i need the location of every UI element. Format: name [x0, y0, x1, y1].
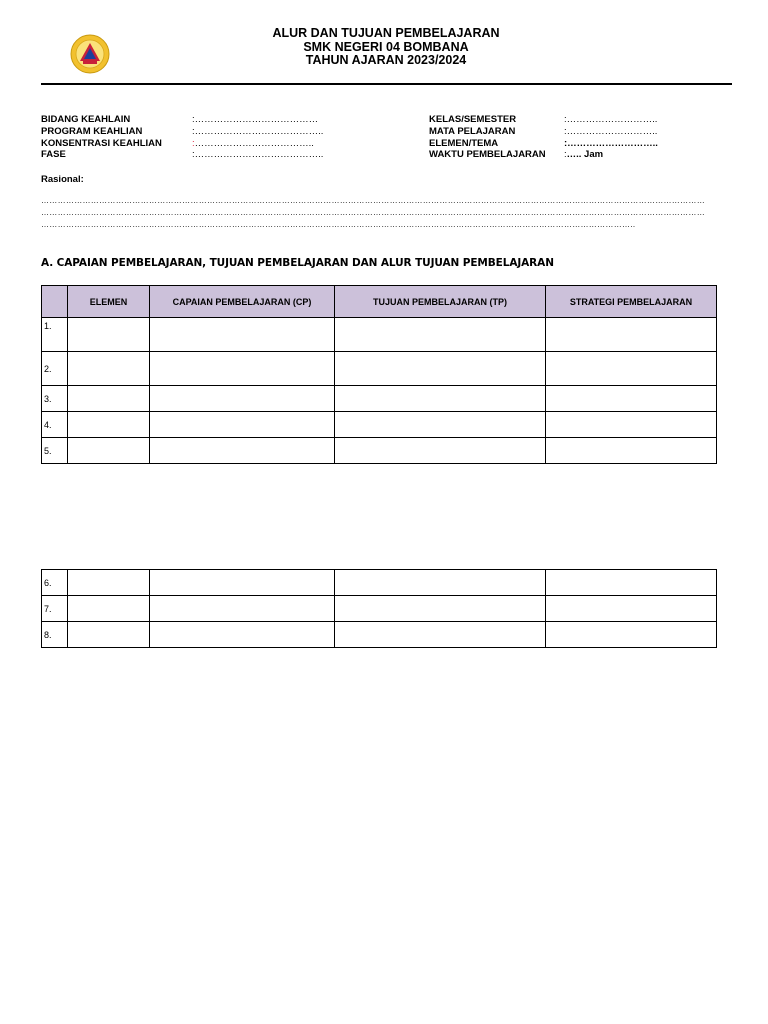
- meta-row-fase: [41, 149, 323, 161]
- meta-left-block: [41, 114, 323, 161]
- title-line-1: ALUR DAN TUJUAN PEMBELAJARAN: [272, 26, 500, 40]
- cell-cp[interactable]: [150, 596, 335, 622]
- meta-value: …………………………………..: [194, 125, 324, 137]
- meta-colon: :: [564, 125, 567, 137]
- cell-tp[interactable]: [335, 318, 546, 352]
- meta-colon: :: [564, 149, 567, 161]
- meta-label: FASE: [41, 149, 66, 161]
- meta-label: ELEMEN/TEMA: [429, 137, 499, 149]
- cell-strategi[interactable]: [546, 386, 717, 412]
- cell-elemen[interactable]: [68, 596, 150, 622]
- meta-row-waktu: [429, 149, 658, 161]
- table-row: [42, 570, 717, 596]
- table-row: [42, 318, 717, 352]
- rasional-line: ……………………………………………………………………………………………………………………………………………………………………………………………..: [41, 220, 636, 229]
- table-row: [42, 386, 717, 412]
- meta-value: ………………………………..: [194, 137, 314, 149]
- meta-value: ………………………..: [567, 137, 658, 149]
- meta-row-bidang: [41, 114, 323, 126]
- meta-row-mapel: [429, 126, 658, 138]
- meta-colon: :: [564, 114, 567, 125]
- table-row: [42, 438, 717, 464]
- meta-row-konsentrasi: [41, 138, 323, 150]
- meta-colon: :: [192, 137, 195, 149]
- meta-label: KELAS/SEMESTER: [429, 114, 517, 125]
- cell-elemen[interactable]: [68, 386, 150, 412]
- cell-strategi[interactable]: [546, 412, 717, 438]
- meta-colon: :: [564, 137, 568, 149]
- row-number: 2.: [42, 352, 68, 386]
- cell-tp[interactable]: [335, 570, 546, 596]
- meta-colon: :: [192, 149, 195, 161]
- rasional-line: ……………………………………………………………………………………………………………………………………………………………………………………………………………………: [41, 196, 705, 205]
- header-cell-no: [42, 286, 68, 318]
- table-row: [42, 352, 717, 386]
- meta-colon: :: [192, 114, 195, 125]
- cp-tp-table-part1: [41, 285, 717, 464]
- rasional-label: Rasional:: [41, 174, 84, 185]
- meta-value: …………………………………..: [194, 149, 324, 161]
- table-row: [42, 596, 717, 622]
- cell-strategi[interactable]: [546, 622, 717, 648]
- title-line-2: SMK NEGERI 04 BOMBANA: [303, 39, 469, 54]
- title-line-3: TAHUN AJARAN 2023/2024: [305, 53, 467, 67]
- cell-elemen[interactable]: [68, 352, 150, 386]
- cell-elemen[interactable]: [68, 412, 150, 438]
- meta-colon: :: [192, 125, 195, 137]
- row-number: 8.: [42, 622, 68, 648]
- cell-strategi[interactable]: [546, 352, 717, 386]
- cell-cp[interactable]: [150, 318, 335, 352]
- cell-tp[interactable]: [335, 386, 546, 412]
- row-number: 4.: [42, 412, 68, 438]
- cell-strategi[interactable]: [546, 570, 717, 596]
- cell-strategi[interactable]: [546, 318, 717, 352]
- cell-strategi[interactable]: [546, 438, 717, 464]
- table-row: [42, 412, 717, 438]
- meta-row-kelas: [429, 114, 658, 126]
- header-cell-cp: CAPAIAN PEMBELAJARAN (CP): [150, 286, 335, 318]
- cp-tp-table-part2: [41, 569, 717, 648]
- row-number: 5.: [42, 438, 68, 464]
- meta-label: WAKTU PEMBELAJARAN: [429, 149, 546, 161]
- meta-label: PROGRAM KEAHLIAN: [41, 125, 143, 137]
- row-number: 1.: [42, 318, 68, 352]
- cell-elemen[interactable]: [68, 622, 150, 648]
- meta-value: ….. Jam: [566, 149, 604, 161]
- cell-tp[interactable]: [335, 596, 546, 622]
- cell-tp[interactable]: [335, 352, 546, 386]
- header-cell-strategi: STRATEGI PEMBELAJARAN: [546, 286, 717, 318]
- rasional-line: ……………………………………………………………………………………………………………………………………………………………………………………………………………………: [41, 208, 705, 217]
- row-number: 7.: [42, 596, 68, 622]
- meta-value: ………………………..: [566, 114, 658, 125]
- cell-elemen[interactable]: [68, 570, 150, 596]
- cell-cp[interactable]: [150, 412, 335, 438]
- school-emblem-icon: [70, 34, 110, 74]
- cell-cp[interactable]: [150, 622, 335, 648]
- cell-tp[interactable]: [335, 622, 546, 648]
- cell-cp[interactable]: [150, 352, 335, 386]
- section-a-title: A. CAPAIAN PEMBELAJARAN, TUJUAN PEMBELAJARAN DAN ALUR TUJUAN PEMBELAJARAN: [41, 257, 554, 269]
- document-title: [200, 27, 572, 68]
- row-number: 6.: [42, 570, 68, 596]
- meta-label: KONSENTRASI KEAHLIAN: [41, 137, 162, 149]
- meta-label: BIDANG KEAHLAIN: [41, 114, 131, 125]
- meta-row-program: [41, 126, 323, 138]
- cell-elemen[interactable]: [68, 318, 150, 352]
- table-row: [42, 622, 717, 648]
- meta-label: MATA PELAJARAN: [429, 125, 516, 137]
- meta-row-elemen: [429, 138, 658, 150]
- cell-cp[interactable]: [150, 438, 335, 464]
- cell-tp[interactable]: [335, 438, 546, 464]
- table-header-row: [42, 286, 717, 318]
- meta-value: ………………………..: [566, 125, 658, 137]
- row-number: 3.: [42, 386, 68, 412]
- cell-strategi[interactable]: [546, 596, 717, 622]
- header-cell-tp: TUJUAN PEMBELAJARAN (TP): [335, 286, 546, 318]
- cell-tp[interactable]: [335, 412, 546, 438]
- cell-elemen[interactable]: [68, 438, 150, 464]
- meta-right-block: [429, 114, 658, 161]
- cell-cp[interactable]: [150, 386, 335, 412]
- meta-value: …………………………………: [194, 114, 319, 125]
- header-divider: [41, 83, 732, 85]
- cell-cp[interactable]: [150, 570, 335, 596]
- header-cell-elemen: ELEMEN: [68, 286, 150, 318]
